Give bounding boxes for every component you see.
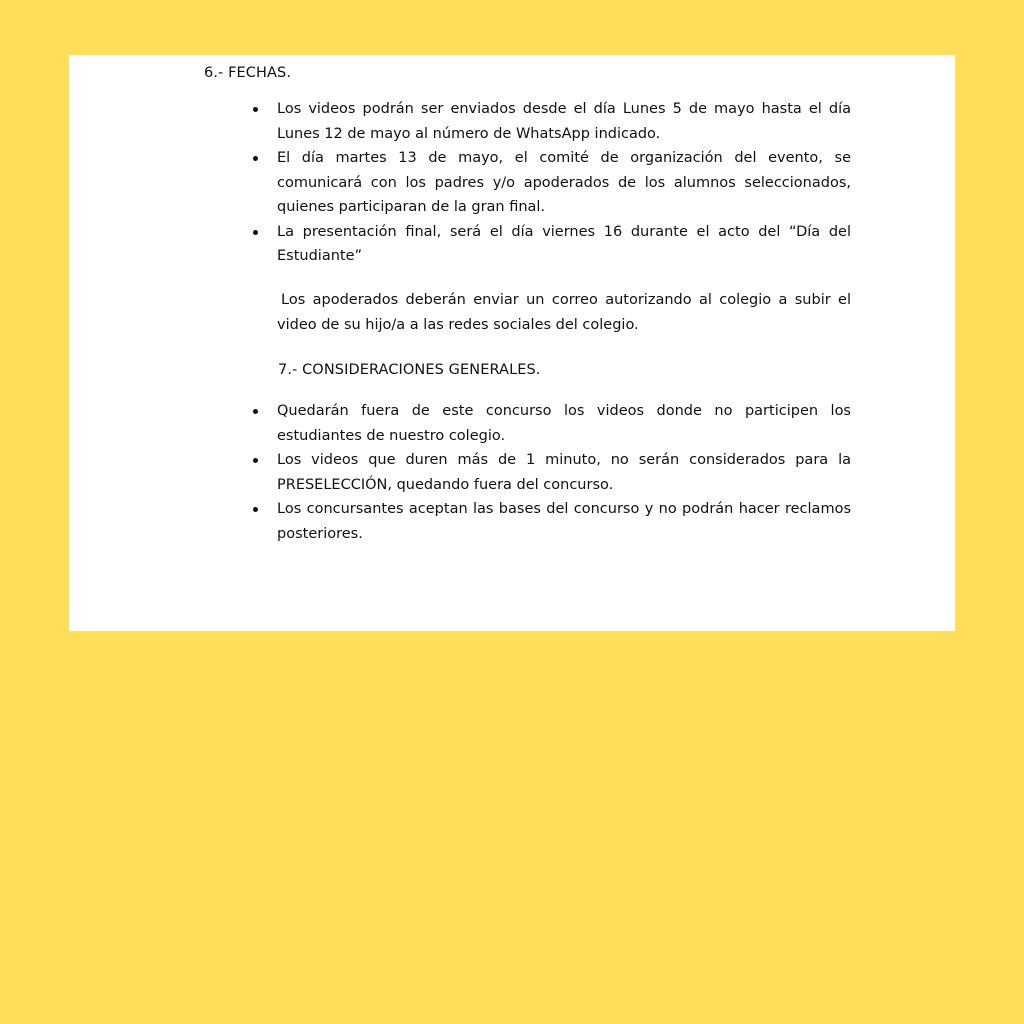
fechas-bullet-list [253,97,851,269]
list-item-text: Los videos podrán ser enviados desde el día Lunes 5 de mayo hasta el día Lunes 12 de mayo al número de WhatsApp indicado. [277,101,851,142]
bullet-icon [253,156,258,161]
list-item [253,97,851,146]
list-item-text: El día martes 13 de mayo, el comité de organización del evento, se comunicará con los padres y/o apoderados de los alumnos seleccionados, quienes participaran de la gran final. [277,150,851,215]
list-item-text: Los videos que duren más de 1 minuto, no serán considerados para la PRESELECCIÓN, quedando fuera del concurso. [277,452,851,493]
list-item [253,146,851,220]
bullet-icon [253,458,258,463]
bullet-icon [253,409,258,414]
section-title-consideraciones: 7.- CONSIDERACIONES GENERALES. [278,362,541,378]
authorization-paragraph: Los apoderados deberán enviar un correo autorizando al colegio a subir el video de su hijo/a a las redes sociales del colegio. [277,292,851,333]
list-item-text: Los concursantes aceptan las bases del concurso y no podrán hacer reclamos posteriores. [277,501,851,542]
document-page [69,55,955,631]
list-item [253,220,851,269]
list-item [253,497,851,546]
list-item-text: La presentación final, será el día viernes 16 durante el acto del “Día del Estudiante” [277,223,851,264]
bullet-icon [253,230,258,235]
list-item [253,448,851,497]
bullet-icon [253,507,258,512]
consideraciones-bullet-list [253,399,851,546]
bullet-icon [253,107,258,112]
section-title-fechas: 6.- FECHAS. [204,65,292,81]
list-item-text: Quedarán fuera de este concurso los videos donde no participen los estudiantes de nuestro colegio. [277,403,851,444]
list-item [253,399,851,448]
